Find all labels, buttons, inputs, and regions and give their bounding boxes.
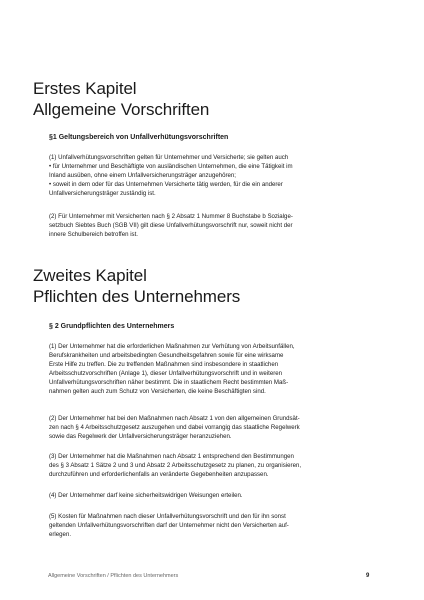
chapter-2-label: Zweites Kapitel [33, 266, 147, 285]
text-line: des § 3 Absatz 1 Sätze 2 und 3 und Absatz 2 Arbeitsschutzgesetz zu planen, zu organisieren, [49, 462, 302, 469]
section-2-paragraph-5 [49, 512, 375, 539]
text-line: sowie das Regelwerk der Unfallversicherungsträger heranzuziehen. [49, 433, 232, 440]
section-1-heading: §1 Geltungsbereich von Unfallverhütungsvorschriften [49, 134, 229, 141]
chapter-1-name: Allgemeine Vorschriften [33, 100, 210, 119]
section-2-paragraph-1 [49, 342, 375, 396]
running-footer: Allgemeine Vorschriften / Pflichten des Unternehmers [48, 573, 179, 579]
text-line: (5) Kosten für Maßnahmen nach dieser Unfallverhütungsvorschrift und den für ihn sonst [49, 513, 286, 520]
page-number: 9 [366, 573, 370, 579]
text-line: (3) Der Unternehmer hat die Maßnahmen nach Absatz 1 entsprechend den Bestimmungen [49, 453, 294, 460]
chapter-1-label: Erstes Kapitel [33, 79, 137, 98]
text-line: • für Unternehmer und Beschäftigte von ausländischen Unternehmen, die eine Tätigkeit im [49, 163, 293, 170]
text-line: (1) Unfallverhütungsvorschriften gelten für Unternehmer und Versicherte; sie gelten auch [49, 154, 289, 161]
section-2-paragraph-4 [49, 491, 375, 500]
section-2-heading: § 2 Grundpflichten des Unternehmers [49, 323, 175, 330]
section-2-paragraph-3 [49, 452, 375, 479]
text-line: Erste Hilfe zu treffen. Die zu treffenden Maßnahmen sind insbesondere in staatlichen [49, 361, 279, 368]
text-line: (2) Der Unternehmer hat bei den Maßnahmen nach Absatz 1 von den allgemeinen Grundsät- [49, 415, 300, 422]
text-line: Unfallverhütungsvorschriften näher bestimmt. Die in staatlichem Recht bestimmten Maß- [49, 379, 289, 386]
chapter-2-title [33, 265, 240, 307]
text-line: zen nach § 4 Arbeitsschutzgesetz auszugehen und dabei vorrangig das staatliche Regelwerk [49, 424, 300, 431]
section-1-paragraph-1 [49, 153, 375, 198]
text-line: setzbuch Siebtes Buch (SGB VII) gilt diese Unfallverhütungsvorschrift nur, soweit nicht der [49, 222, 293, 229]
text-line: (2) Für Unternehmer mit Versicherten nach § 2 Absatz 1 Nummer 8 Buchstabe b Sozialge- [49, 213, 293, 220]
text-line: (4) Der Unternehmer darf keine sicherheitswidrigen Weisungen erteilen. [49, 492, 243, 499]
text-line: Unfallversicherungsträger zuständig ist. [49, 190, 156, 197]
text-line: innere Schulbereich betroffen ist. [49, 231, 138, 238]
text-line: geltenden Unfallverhütungsvorschriften darf der Unternehmer nicht den Versicherten auf- [49, 522, 289, 529]
text-line: Arbeitsschutzvorschriften (Anlage 1), dieser Unfallverhütungsvorschrift und in weiteren [49, 370, 283, 377]
text-line: Inland ausüben, ohne einem Unfallversicherungsträger anzugehören; [49, 172, 236, 179]
text-line: Berufskrankheiten und arbeitsbedingten Gesundheitsgefahren sowie für eine wirksame [49, 352, 284, 359]
text-line: • soweit in dem oder für das Unternehmen Versicherte tätig werden, für die ein anderer [49, 181, 283, 188]
text-line: durchzuführen und erforderlichenfalls an veränderte Gegebenheiten anzupassen. [49, 471, 269, 478]
chapter-2-name: Pflichten des Unternehmers [33, 287, 241, 306]
text-line: erlegen. [49, 531, 72, 538]
text-line: (1) Der Unternehmer hat die erforderlichen Maßnahmen zur Verhütung von Arbeitsunfällen, [49, 343, 295, 350]
section-1-paragraph-2 [49, 212, 375, 239]
section-2-paragraph-2 [49, 414, 375, 441]
chapter-1-title [33, 78, 209, 120]
text-line: nahmen gelten auch zum Schutz von Versicherten, die keine Beschäftigten sind. [49, 388, 266, 395]
